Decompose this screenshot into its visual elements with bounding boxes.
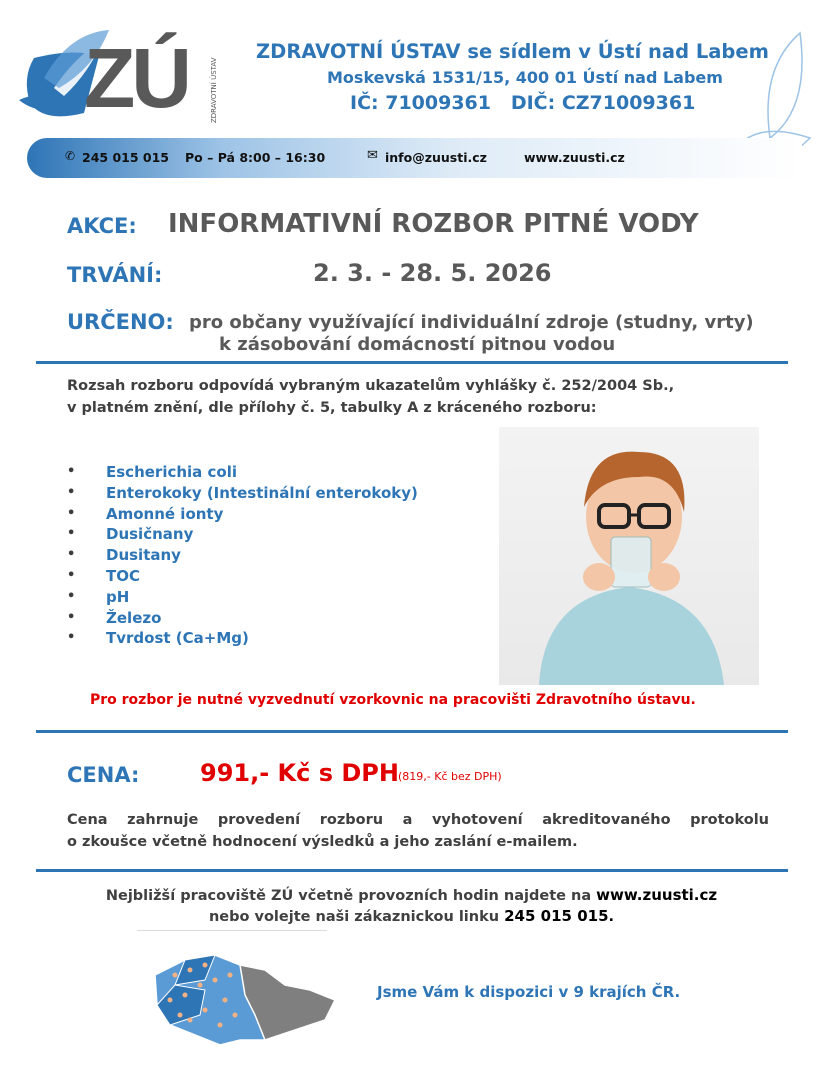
phone-icon: ✆ (65, 149, 76, 163)
urceno-line2: k zásobování domácností pitnou vodou (219, 334, 616, 355)
parameter-list (67, 462, 418, 649)
child-drinking-photo (499, 427, 759, 685)
list-item: • Enterokoky (Intestinální enterokoky) (67, 483, 418, 502)
divider (36, 361, 788, 364)
list-item: • Amonné ionty (67, 504, 224, 523)
contact-bar (27, 138, 802, 178)
logo-text: ZÚ (84, 31, 188, 125)
contact-email[interactable]: info@zuusti.cz (385, 150, 487, 165)
logo-vertical-text: ZDRAVOTNÍ ÚSTAV (210, 57, 218, 123)
org-address: Moskevská 1531/15, 400 01 Ústí nad Labem (327, 68, 723, 87)
org-name: ZDRAVOTNÍ ÚSTAV se sídlem v Ústí nad Labem (256, 40, 769, 63)
footer-phone[interactable]: 245 015 015 (504, 907, 609, 925)
contact-hours: Po – Pá 8:00 – 16:30 (185, 150, 326, 165)
list-item: • Tvrdost (Ca+Mg) (67, 629, 249, 648)
price-label: CENA: (67, 763, 140, 787)
list-item: • pH (67, 587, 130, 606)
footer-line1: Nejbližší pracoviště ZÚ včetně provozních hodin najdete na www.zuusti.cz (105, 886, 718, 904)
price-desc-line2: o zkoušce včetně hodnocení výsledků a jeho zaslání e-mailem. (67, 834, 578, 850)
scope-line2: v platném znění, dle přílohy č. 5, tabulky A z kráceného rozboru: (67, 400, 597, 416)
child-illustration-icon (499, 427, 759, 685)
list-item: • Escherichia coli (67, 463, 237, 481)
price-main: 991,- Kč s DPH (200, 759, 399, 787)
contact-phone: 245 015 015 (82, 150, 169, 165)
scope-line1: Rozsah rozboru odpovídá vybraným ukazatelům vyhlášky č. 252/2004 Sb., (67, 378, 675, 394)
akce-label: AKCE: (67, 214, 137, 238)
trvani-value: 2. 3. - 28. 5. 2026 (313, 259, 552, 287)
urceno-label: URČENO: (67, 310, 174, 334)
list-item: • Dusičnany (67, 525, 194, 544)
footer-divider (137, 930, 327, 931)
contact-web[interactable]: www.zuusti.cz (524, 150, 625, 165)
mail-icon: ✉ (367, 148, 378, 163)
list-item: • Železo (67, 608, 162, 627)
divider (36, 869, 788, 872)
price-desc-line1: Cena zahrnuje provedení rozboru a vyhotovení akreditovaného protokolu (67, 812, 769, 828)
price-without-vat: (819,- Kč bez DPH) (398, 770, 502, 783)
list-item: • Dusitany (67, 546, 181, 565)
footer-web-link[interactable]: www.zuusti.cz (596, 886, 718, 904)
list-item: • TOC (67, 566, 140, 585)
pickup-notice: Pro rozbor je nutné vyzvednutí vzorkovnic na pracovišti Zdravotního ústavu. (90, 692, 696, 708)
logo (14, 28, 236, 128)
divider (36, 730, 788, 733)
urceno-line1: pro občany využívající individuální zdroje (studny, vrty) (189, 312, 754, 333)
czech-map-icon (145, 945, 345, 1050)
footer-line2: nebo volejte naši zákaznickou linku 245 015 015. (208, 907, 615, 925)
trvani-label: TRVÁNÍ: (67, 263, 163, 287)
org-ids: IČ: 71009361 DIČ: CZ71009361 (350, 92, 696, 114)
footer-tagline: Jsme Vám k dispozici v 9 krajích ČR. (377, 983, 681, 1001)
akce-value: INFORMATIVNÍ ROZBOR PITNÉ VODY (168, 209, 699, 239)
